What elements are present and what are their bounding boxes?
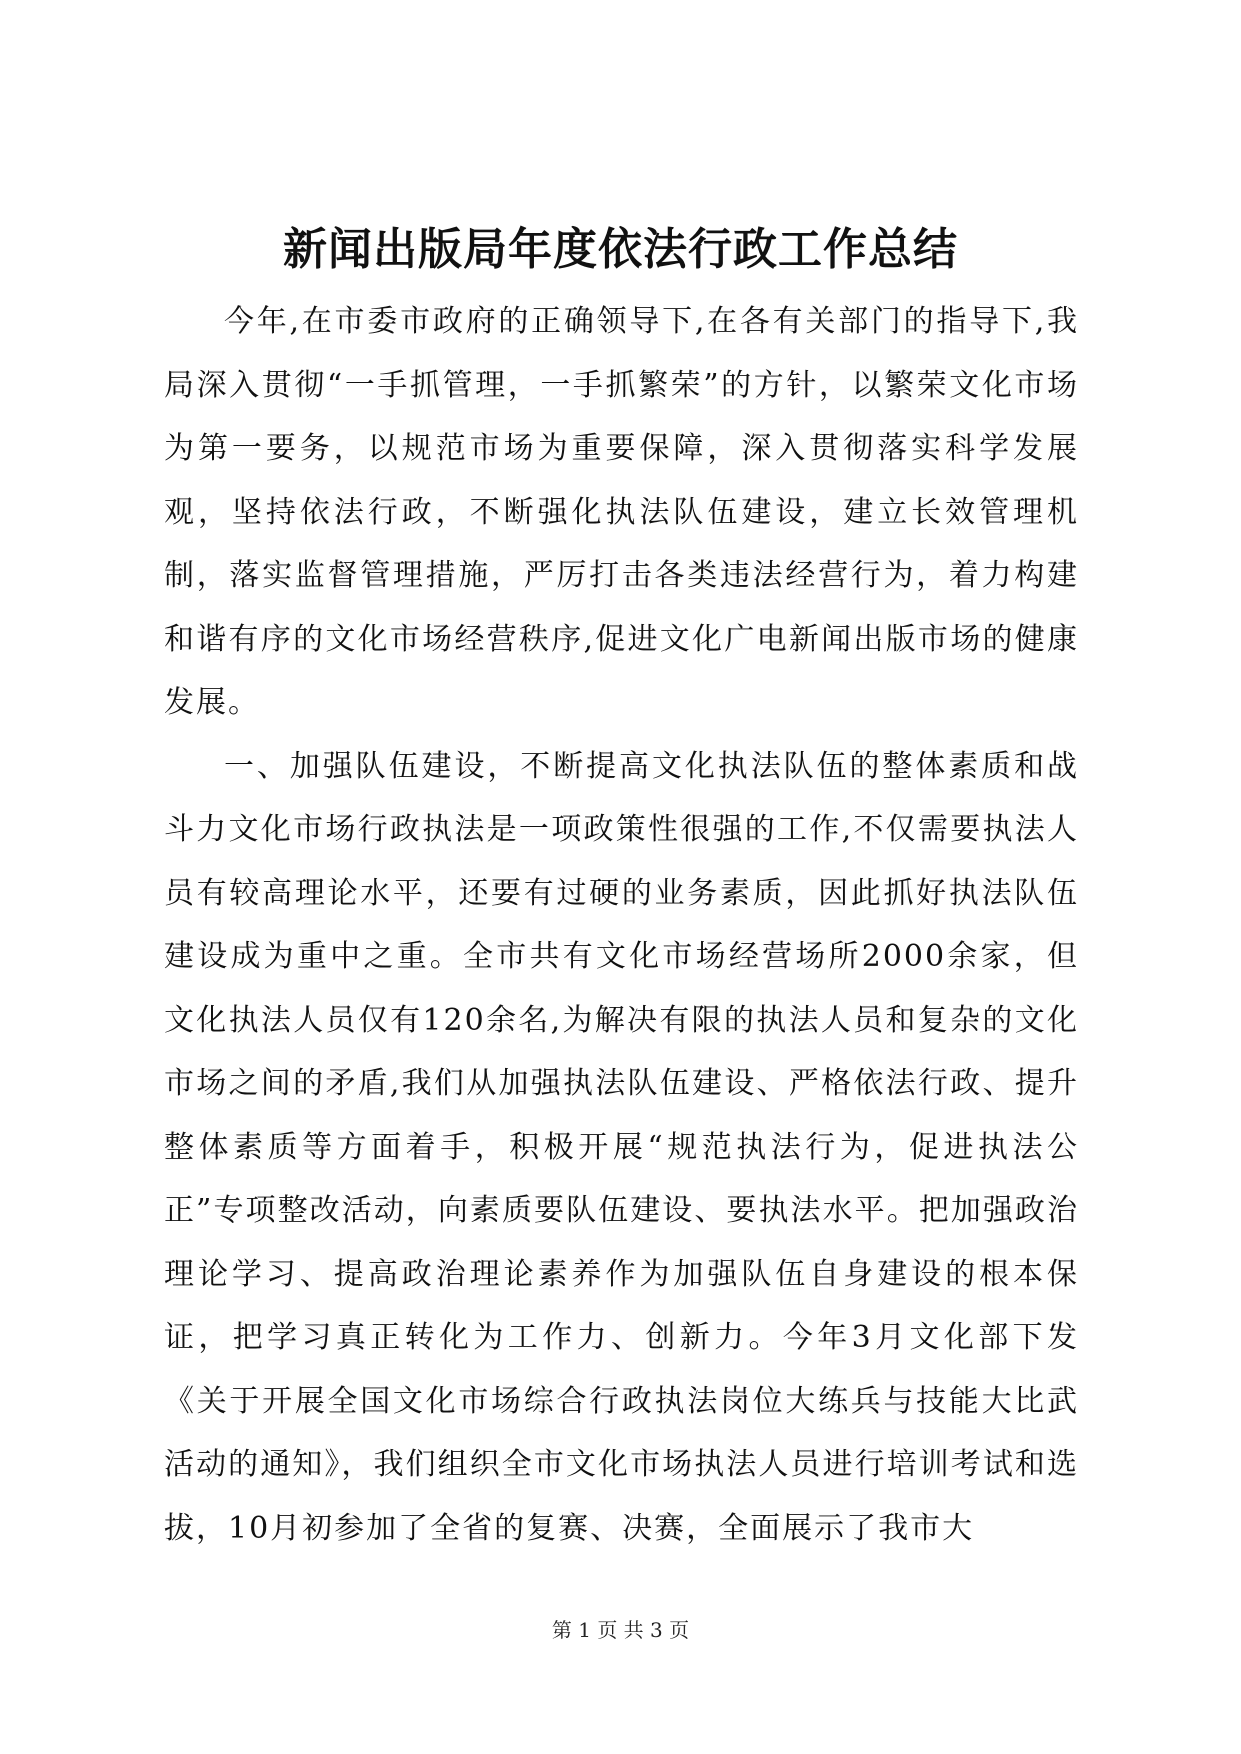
document-title: 新闻出版局年度依法行政工作总结 (283, 224, 958, 275)
paragraph-intro: 今年,在市委市政府的正确领导下,在各有关部门的指导下,我局深入贯彻“一手抓管理，一手抓繁荣”的方针，以繁荣文化市场为第一要务，以规范市场为重要保障，深入贯彻落实科学发展观，坚持依法行政，不断强化执法队伍建设，建立长效管理机制，落实监督管理措施，严厉打击各类违法经营行为，着力构建和谐有序的文化市场经营秩序,促进文化广电新闻出版市场的健康发展。 (164, 304, 1079, 720)
paragraph-section-1: 一、加强队伍建设，不断提高文化执法队伍的整体素质和战斗力文化市场行政执法是一项政策性很强的工作,不仅需要执法人员有较高理论水平，还要有过硬的业务素质，因此抓好执法队伍建设成为重中之重。全市共有文化市场经营场所2000余家，但文化执法人员仅有120余名,为解决有限的执法人员和复杂的文化市场之间的矛盾,我们从加强执法队伍建设、严格依法行政、提升整体素质等方面着手，积极开展“规范执法行为，促进执法公正”专项整改活动，向素质要队伍建设、要执法水平。把加强政治理论学习、提高政治理论素养作为加强队伍自身建设的根本保证，把学习真正转化为工作力、创新力。今年3月文化部下发《关于开展全国文化市场综合行政执法岗位大练兵与技能大比武活动的通知》，我们组织全市文化市场执法人员进行培训考试和选拔，10月初参加了全省的复赛、决赛，全面展示了我市大 (164, 748, 1079, 1546)
document-body (164, 290, 1079, 1560)
page-number-label: 第 1 页 共 3 页 (551, 1618, 690, 1642)
page-footer (0, 1616, 1241, 1644)
